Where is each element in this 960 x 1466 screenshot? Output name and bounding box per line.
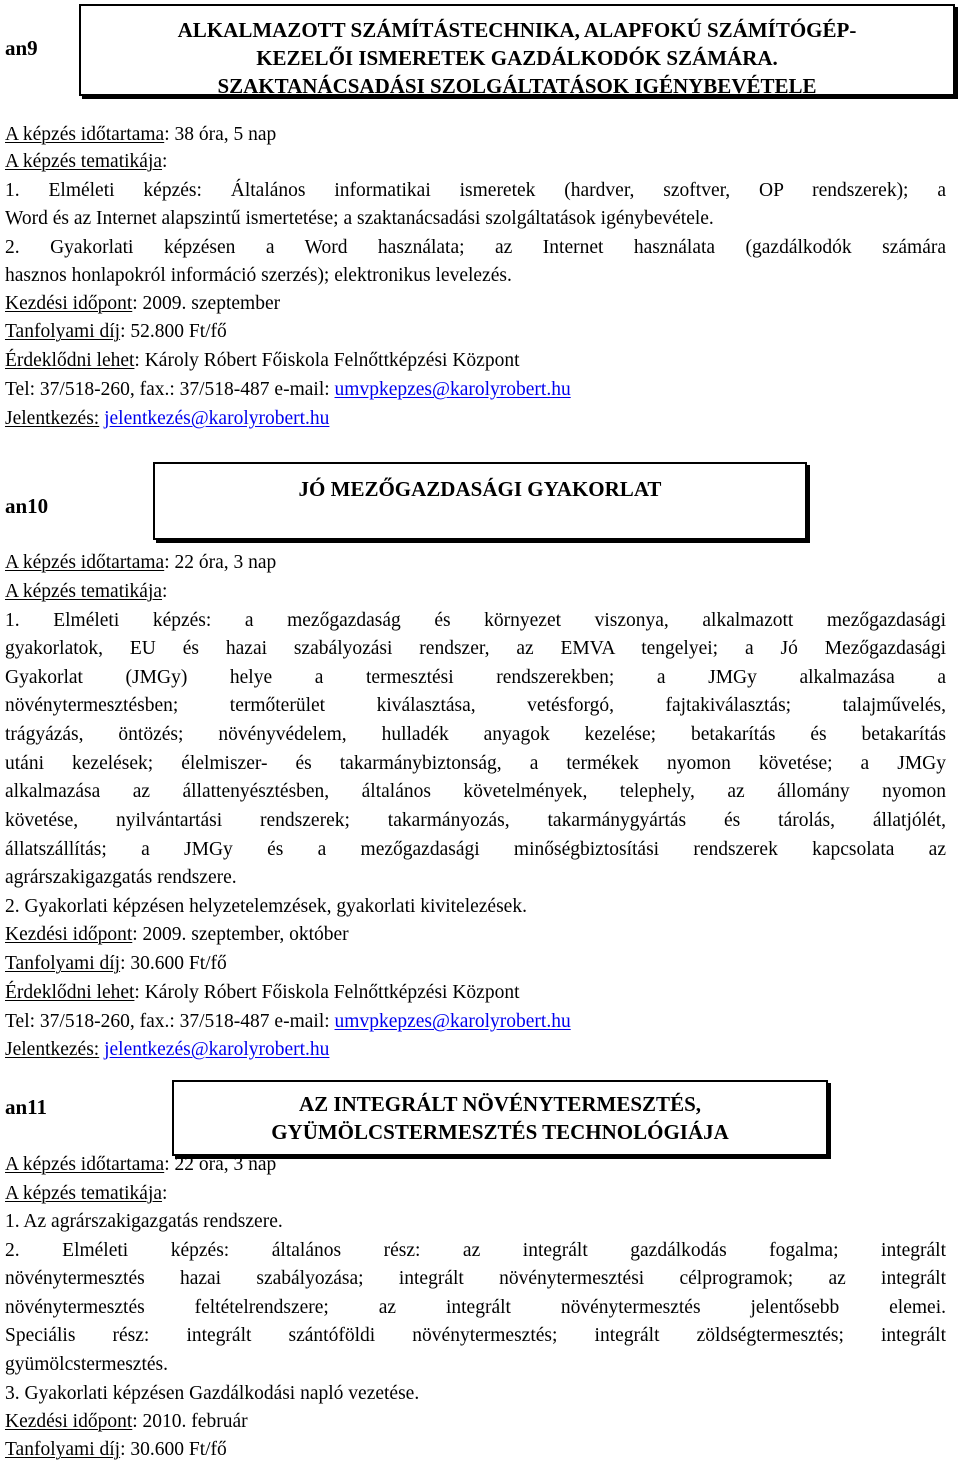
duration-row bbox=[5, 1151, 946, 1179]
topics-row: A képzés tematikája: bbox=[5, 581, 168, 602]
inquire-label: Érdeklődni lehet bbox=[5, 350, 135, 371]
start-label: Kezdési időpont bbox=[5, 293, 133, 314]
section-title-box bbox=[172, 1080, 828, 1156]
section-code: an11 bbox=[5, 1095, 48, 1119]
body-line: gyakorlatok, EU és hazai szabályozási rendszer, az EMVA tengelyei; a Jó Mezőgazdasági bbox=[5, 638, 946, 659]
section-title-line: GYÜMÖLCSTERMESZTÉS TECHNOLÓGIÁJA bbox=[271, 1120, 729, 1144]
body-line: 2. Gyakorlati képzésen a Word használata; az Internet használata (gazdálkodók számára bbox=[5, 237, 946, 258]
inquire-label: Érdeklődni lehet bbox=[5, 982, 135, 1003]
body-line: alkalmazása az állattenyésztésben, általános követelmények, telephely, az állomány nyomon bbox=[5, 781, 946, 802]
inquire-row bbox=[5, 979, 946, 1007]
start-row bbox=[5, 921, 946, 949]
fee-row bbox=[5, 1436, 946, 1464]
inquire-value: : Károly Róbert Főiskola Felnőttképzési Központ bbox=[134, 982, 520, 1003]
register-email-link[interactable]: jelentkezés@karolyrobert.hu bbox=[104, 1039, 330, 1060]
section-title-line: ALKALMAZOTT SZÁMÍTÁSTECHNIKA, ALAPFOKÚ SZÁMÍTÓGÉP- bbox=[177, 18, 857, 42]
start-label: Kezdési időpont bbox=[5, 1411, 133, 1432]
fee-row bbox=[5, 950, 946, 978]
inquire-row bbox=[5, 347, 946, 375]
topics-label: A képzés tematikája bbox=[5, 151, 163, 172]
body-line: 2. Gyakorlati képzésen helyzetelemzések, gyakorlati kivitelezések. bbox=[5, 896, 527, 917]
body-line: agrárszakigazgatás rendszere. bbox=[5, 867, 237, 888]
duration-value: : 22 óra, 3 nap bbox=[164, 1154, 277, 1175]
fee-value: : 30.600 Ft/fő bbox=[120, 953, 227, 974]
topics-row: A képzés tematikája: bbox=[5, 1183, 168, 1204]
register-row bbox=[5, 1036, 946, 1064]
duration-value: : 22 óra, 3 nap bbox=[164, 552, 277, 573]
body-line: 3. Gyakorlati képzésen Gazdálkodási napló vezetése. bbox=[5, 1383, 420, 1404]
body-line: 1. Elméleti képzés: Általános informatikai ismeretek (hardver, szoftver, OP rendszerek); a bbox=[5, 180, 946, 201]
duration-row bbox=[5, 121, 946, 149]
contact-text: Tel: 37/518-260, fax.: 37/518-487 e-mail: bbox=[5, 1011, 335, 1032]
contact-row bbox=[5, 376, 946, 404]
body-line: 1. Az agrárszakigazgatás rendszere. bbox=[5, 1211, 283, 1232]
body-line: növénytermesztésben; termőterület kiválasztása, vetésforgó, fajtakiválasztás; talajművelés, bbox=[5, 695, 946, 716]
fee-label: Tanfolyami díj bbox=[5, 953, 121, 974]
topics-label: A képzés tematikája bbox=[5, 1183, 163, 1204]
start-label: Kezdési időpont bbox=[5, 924, 133, 945]
section-title-line: KEZELŐI ISMERETEK GAZDÁLKODÓK SZÁMÁRA. bbox=[256, 46, 778, 70]
body-line: utáni kezelések; élelmiszer- és takarmánybiztonság, a termékek nyomon követése; a JMGy bbox=[5, 753, 946, 774]
register-email-link[interactable]: jelentkezés@karolyrobert.hu bbox=[104, 408, 330, 429]
contact-text: Tel: 37/518-260, fax.: 37/518-487 e-mail: bbox=[5, 379, 335, 400]
start-value: : 2010. február bbox=[132, 1411, 248, 1432]
duration-value: : 38 óra, 5 nap bbox=[164, 124, 277, 145]
section-title-box bbox=[79, 4, 955, 96]
topics-label: A képzés tematikája bbox=[5, 581, 163, 602]
body-line: 2. Elméleti képzés: általános rész: az integrált gazdálkodás fogalma; integrált bbox=[5, 1240, 946, 1261]
duration-label: A képzés időtartama bbox=[5, 124, 165, 145]
fee-label: Tanfolyami díj bbox=[5, 321, 121, 342]
section-title-box bbox=[153, 462, 807, 540]
topics-row: A képzés tematikája: bbox=[5, 151, 168, 172]
inquire-value: : Károly Róbert Főiskola Felnőttképzési Központ bbox=[134, 350, 520, 371]
start-value: : 2009. szeptember bbox=[132, 293, 281, 314]
contact-email-link[interactable]: umvpkepzes@karolyrobert.hu bbox=[334, 379, 571, 400]
body-line: állatszállítás; a JMGy és a mezőgazdasági minőségbiztosítási rendszerek kapcsolata az bbox=[5, 839, 946, 860]
section-title-line: SZAKTANÁCSADÁSI SZOLGÁLTATÁSOK IGÉNYBEVÉTELE bbox=[217, 74, 817, 96]
body-line: 1. Elméleti képzés: a mezőgazdaság és környezet viszonya, alkalmazott mezőgazdasági bbox=[5, 610, 946, 631]
body-line: Word és az Internet alapszintű ismertetése; a szaktanácsadási szolgáltatások igénybevétele. bbox=[5, 208, 714, 229]
register-label: Jelentkezés: bbox=[5, 408, 100, 429]
section-title-line: JÓ MEZŐGAZDASÁGI GYAKORLAT bbox=[298, 477, 662, 501]
section-code: an9 bbox=[5, 36, 38, 60]
body-line: követése, nyilvántartási rendszerek; takarmányozás, takarmánygyártás és tárolás, állatjólét, bbox=[5, 810, 946, 831]
body-line: gyümölcstermesztés. bbox=[5, 1354, 168, 1375]
fee-value: : 30.600 Ft/fő bbox=[120, 1439, 227, 1460]
register-row bbox=[5, 405, 946, 433]
start-value: : 2009. szeptember, október bbox=[132, 924, 349, 945]
duration-label: A képzés időtartama bbox=[5, 1154, 165, 1175]
start-row bbox=[5, 290, 946, 318]
start-row bbox=[5, 1408, 946, 1436]
body-line: növénytermesztés feltételrendszere; az integrált növénytermesztés jelentősebb elemei. bbox=[5, 1297, 946, 1318]
contact-email-link[interactable]: umvpkepzes@karolyrobert.hu bbox=[334, 1011, 571, 1032]
section-title-line: AZ INTEGRÁLT NÖVÉNYTERMESZTÉS, bbox=[298, 1092, 702, 1116]
section-code: an10 bbox=[5, 494, 49, 518]
register-label: Jelentkezés: bbox=[5, 1039, 100, 1060]
fee-label: Tanfolyami díj bbox=[5, 1439, 121, 1460]
duration-label: A képzés időtartama bbox=[5, 552, 165, 573]
body-line: Speciális rész: integrált szántóföldi növénytermesztés; integrált zöldségtermesztés; integrált bbox=[5, 1325, 946, 1346]
body-line: növénytermesztés hazai szabályozása; integrált növénytermesztési célprogramok; az integrált bbox=[5, 1268, 946, 1289]
body-line: hasznos honlapokról információ szerzés); elektronikus levelezés. bbox=[5, 265, 512, 286]
fee-value: : 52.800 Ft/fő bbox=[120, 321, 227, 342]
body-line: Gyakorlat (JMGy) helye a termesztési rendszerekben; a JMGy alkalmazása a bbox=[5, 667, 946, 688]
body-line: trágyázás, öntözés; növényvédelem, hulladék anyagok kezelése; betakarítás és betakarítás bbox=[5, 724, 946, 745]
duration-row bbox=[5, 549, 946, 577]
contact-row bbox=[5, 1008, 946, 1036]
fee-row bbox=[5, 318, 946, 346]
